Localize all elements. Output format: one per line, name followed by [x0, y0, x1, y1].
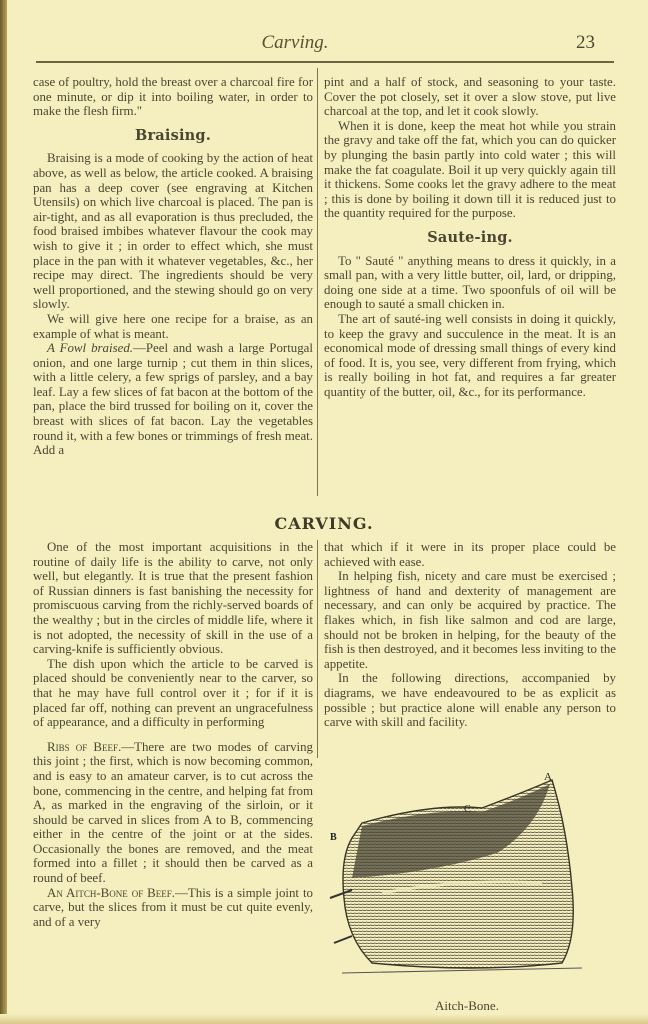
section-heading-braising: Braising.: [135, 126, 211, 144]
label-a: A: [544, 771, 552, 783]
top-left-column: [33, 75, 313, 458]
recipe-title: A Fowl braised.: [47, 341, 133, 356]
paragraph: Braising is a mode of cooking by the action of heat above, as well as below, the article cooked. A braising pan has a deep cover (see engraving at Kitchen Utensils) on which live charcoal is placed. The pan is air-tight, and as all evaporation is thus precluded, the food braised imbibes whatever flavour the cook may wish to give it ; in order to effect which, she must place in the pan with it whatever vegetables, &c., her recipe may direct. The ingredients should be very well proportioned, and the stewing should go on very slowly.: [33, 151, 313, 312]
running-title: Carving.: [261, 32, 329, 53]
paragraph: Ribs of Beef.—There are two modes of carving this joint ; the first, which is now becoming common, and is easy to an amateur carver, is to cut across the bone, commencing in the centre, and helping fat from A, as marked in the engraving of the sirloin, or it should be carved in slices from A to B, commencing either in the centre of the joint or at the sides. Occasionally the bones are removed, and the meat formed into a fillet ; it should then be carved as a round of beef.: [33, 739, 313, 886]
paragraph: In helping fish, nicety and care must be exercised ; lightness of hand and dexterity of management are necessary, and can only be acquired by practice. The flakes which, in fish like salmon and cod are large, should not be broken in helping, for the beauty of the fish is then destroyed, and it becomes less inviting to the appetite.: [324, 569, 616, 671]
paragraph: An Aitch-Bone of Beef.—This is a simple joint to carve, but the slices from it must be cut quite evenly, and of a very: [33, 885, 313, 929]
carving-left-column: [33, 540, 313, 929]
figure-caption: Aitch-Bone.: [435, 998, 499, 1013]
paragraph: that which if it were in its proper place could be achieved with ease.: [324, 540, 616, 569]
column-divider: [317, 68, 318, 496]
ribs-title: Ribs of Beef.: [47, 739, 122, 754]
label-b: B: [330, 832, 337, 843]
paragraph: In the following directions, accompanied by diagrams, we have endeavoured to be as explicit as possible ; but practice alone will enable any person to carve with skill and facility.: [324, 671, 616, 730]
paragraph: The dish upon which the article to be carved is placed should be conveniently near to the carver, so that he may have full control over it ; for if it is placed far off, nothing can prevent an ungracefulness of appearance, and a difficulty in performing: [33, 656, 313, 730]
aitch-bone-engraving: [322, 768, 612, 993]
page-bottom-edge: [0, 1014, 648, 1024]
paragraph: pint and a half of stock, and seasoning to your taste. Cover the pot closely, set it over a slow stove, put live charcoal at the top, and let it cook slowly.: [324, 75, 616, 119]
top-right-column: [324, 75, 616, 399]
paragraph: A Fowl braised.—Peel and wash a large Portugal onion, and one large turnip ; cut them in thin slices, with a little celery, a few sprigs of parsley, and a bay leaf. Lay a few slices of fat bacon at the bottom of the pan, place the bird trussed for boiling on it, cover the breast with slices of fat bacon. Lay the vegetables round it, with a few bones or trimmings of fresh meat. Add a: [33, 341, 313, 458]
paragraph: We will give here one recipe for a braise, as an example of what is meant.: [33, 311, 313, 341]
chapter-heading-carving: CARVING.: [274, 514, 374, 533]
header-rule: [36, 61, 614, 63]
section-heading-sauteing: Saute-ing.: [427, 228, 513, 246]
paragraph: One of the most important acquisitions in the routine of daily life is the ability to carve, not only well, but elegantly. It is true that the present fashion of Russian dinners is fast banishing the necessity for promiscuous carving from the richly-served boards of the wealthy ; but in the circles of middle life, where it is not adopted, the necessity of skill in the use of a carving-knife is sufficiently obvious.: [33, 540, 313, 657]
paragraph: case of poultry, hold the breast over a charcoal fire for one minute, or dip it into boiling water, in order to make the flesh firm.": [33, 75, 313, 119]
aitch-title: An Aitch-Bone of Beef.: [47, 885, 176, 900]
label-c: C: [464, 804, 471, 815]
page-number: 23: [576, 32, 595, 53]
paragraph: To " Sauté " anything means to dress it quickly, in a small pan, with a very little butter, oil, lard, or dripping, doing one side at a time. Two spoonfuls of oil will be enough to sauté a small chicken in.: [324, 253, 616, 312]
column-divider: [317, 540, 318, 758]
paragraph: The art of sauté-ing well consists in doing it quickly, to keep the gravy and succulence in the meat. It is an economical mode of dressing small things of every kind of food. It is, you see, very different from frying, which is really boiling in hot fat, and requires a far greater quantity of the butter, oil, &c., for its performance.: [324, 311, 616, 399]
book-binding-edge: [0, 0, 7, 1024]
paragraph: When it is done, keep the meat hot while you strain the gravy and take off the fat, which you can do quicker by plunging the basin partly into cold water ; this will make the fat coagulate. Boil it up very quickly again till it thickens. Some cooks let the gravy adhere to the meat ; this is done by boiling it down till it is reduced just to the quantity required for the purpose.: [324, 118, 616, 221]
carving-right-column: [324, 540, 616, 730]
